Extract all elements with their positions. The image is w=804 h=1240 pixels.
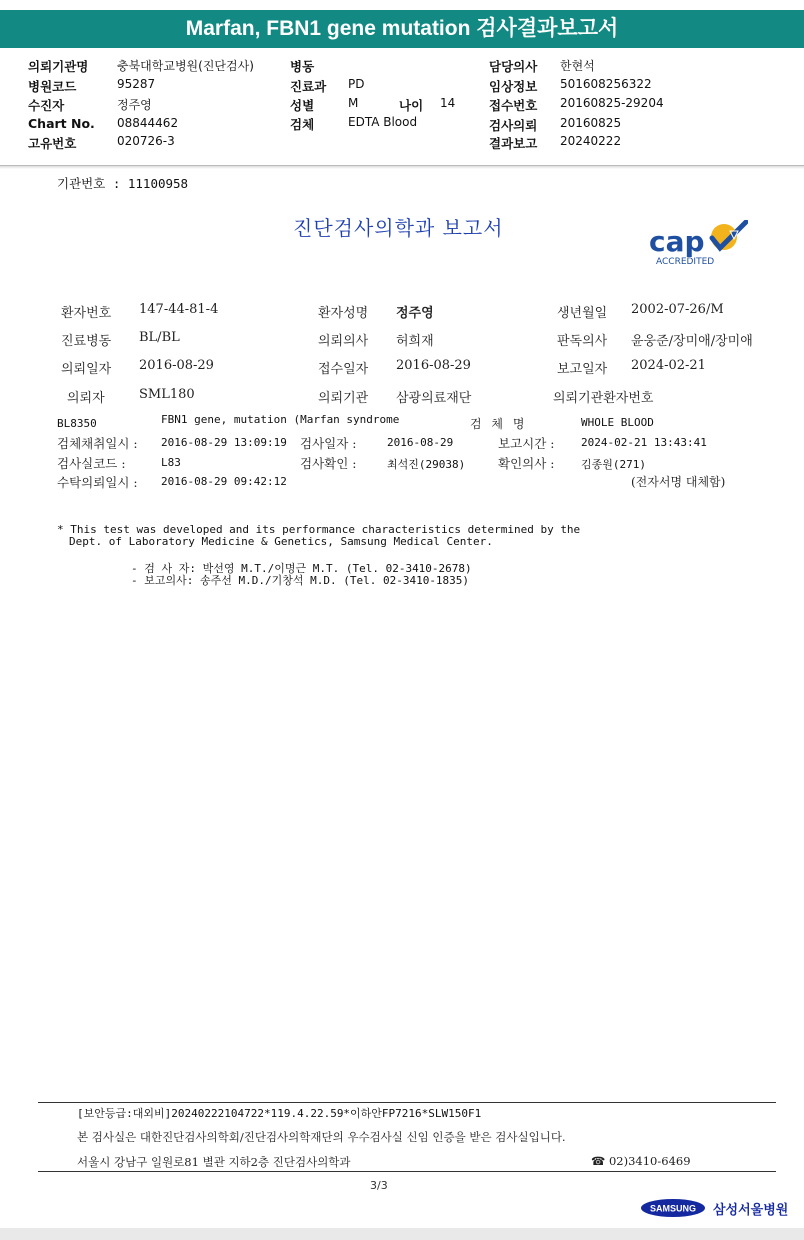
patient-label: 판독의사 [557,334,608,349]
patient-value: 2024-02-21 [631,358,706,373]
header-value: M [348,96,359,110]
header-value: 한현석 [560,59,595,73]
patient-label: 환자번호 [61,306,112,321]
header-label: 임상정보 [489,79,538,94]
patient-label: 보고일자 [557,362,608,377]
patient-label: 의뢰기관 [318,391,369,406]
svg-text:cap: cap [649,225,705,258]
detail-value: 2024-02-21 13:43:41 [581,436,707,449]
header-value: EDTA Blood [348,115,418,129]
header-label: Chart No. [28,116,95,131]
lab-phone: ☎ 02)3410-6469 [591,1154,691,1168]
patient-label: 환자성명 [318,306,369,321]
cap-logo-icon [648,220,748,268]
patient-label: 의뢰의사 [318,334,369,349]
lab-address: 서울시 강남구 일원로81 별관 지하2층 진단검사의학과 [77,1155,351,1169]
detail-label: 보고시간 : [498,436,555,451]
test-code: BL8350 [57,417,97,430]
patient-value: 정주영 [396,306,434,321]
patient-value: 2002-07-26/M [631,302,724,317]
patient-label: 진료병동 [61,334,112,349]
page-number: 3/3 [370,1179,388,1192]
institution-number: 기관번호 : 11100958 [57,176,189,191]
detail-label: 검사실코드 : [57,456,126,471]
patient-value: 삼광의료재단 [396,391,472,406]
detail-label: 검사일자 : [300,436,357,451]
footer-divider [38,1171,776,1172]
header-value: 08844462 [117,116,179,130]
specimen-label: 검 체 명 [470,417,528,431]
detail-label: 검체채취일시 : [57,436,138,451]
patient-label: 의뢰일자 [61,362,112,377]
header-value: 14 [440,96,456,110]
detail-value: 2016-08-29 09:42:12 [161,475,287,488]
header-label: 담당의사 [489,59,538,74]
report-header-title: Marfan, FBN1 gene mutation 검사결과보고서 [0,10,804,48]
detail-value: 최석진(29038) [387,458,466,471]
certification-note: 본 검사실은 대한진단검사의학회/진단검사의학재단의 우수검사실 신임 인증을 받은 검사실입니다. [77,1130,566,1144]
header-label: 병원코드 [28,79,77,94]
detail-label: 확인의사 : [498,456,555,471]
patient-label: 의뢰자 [67,391,105,406]
patient-value: 2016-08-29 [396,358,471,373]
header-label: 결과보고 [489,136,538,151]
header-label: 검체 [290,117,315,132]
detail-label: 검사확인 : [300,456,357,471]
security-line: [보안등급:대외비]20240222104722*119.4.22.59*이하안FP7216*SLW150F1 [77,1107,482,1120]
header-label: 성별 [290,98,315,113]
header-value: 501608256322 [560,77,652,91]
patient-label: 접수일자 [318,362,369,377]
staff-line: - 보고의사: 송주선 M.D./기창석 M.D. (Tel. 02-3410-1835) [131,574,470,587]
detail-label: 수탁의뢰일시 : [57,475,138,490]
header-value: 20160825-29204 [560,96,664,110]
header-label: 고유번호 [28,136,77,151]
header-label: 진료과 [290,79,327,94]
patient-value: 147-44-81-4 [139,302,219,317]
header-label: 병동 [290,59,315,74]
header-value: 20160825 [560,116,622,130]
detail-value: 김종원(271) [581,458,646,471]
header-divider-shadow [0,166,804,169]
test-name: FBN1 gene, mutation (Marfan syndrome [161,413,400,426]
disclaimer-line: Dept. of Laboratory Medicine & Genetics, Samsung Medical Center. [69,535,493,548]
svg-text:SAMSUNG: SAMSUNG [649,1203,697,1214]
specimen-value: WHOLE BLOOD [581,416,654,429]
patient-label: 의뢰기관환자번호 [553,391,654,406]
detail-value: L83 [161,456,181,469]
hospital-brand-name: 삼성서울병원 [713,1203,789,1218]
cap-accredited-logo [648,220,748,268]
header-value: PD [348,77,365,91]
patient-label: 생년월일 [557,306,608,321]
header-value: 정주영 [117,98,152,112]
electronic-signature-note: (전자서명 대체함) [631,475,726,489]
footer-divider [38,1102,776,1103]
header-label: 나이 [399,98,424,113]
header-value: 충북대학교병원(진단검사) [117,59,254,73]
disclaimer-line: * This test was developed and its performance characteristics determined by the [57,523,581,536]
report-title: 진단검사의학과 보고서 [293,216,504,240]
header-value: 95287 [117,77,156,91]
header-value: 20240222 [560,134,622,148]
detail-value: 2016-08-29 13:09:19 [161,436,287,449]
header-label: 검사의뢰 [489,118,538,133]
patient-value: SML180 [139,387,195,402]
header-value: 020726-3 [117,134,175,148]
staff-line: - 검 사 자: 박선영 M.T./이명근 M.T. (Tel. 02-3410-2678) [131,562,472,575]
header-label: 수진자 [28,98,65,113]
header-label: 의뢰기관명 [28,59,89,74]
patient-value: BL/BL [139,330,180,345]
svg-text:ACCREDITED: ACCREDITED [656,257,715,267]
patient-value: 윤웅준/장미애/장미애 [631,334,753,349]
detail-value: 2016-08-29 [387,436,454,449]
patient-value: 2016-08-29 [139,358,214,373]
samsung-logo-icon [640,1197,706,1219]
patient-value: 허희재 [396,334,434,349]
page-bottom-strip [0,1228,804,1240]
header-label: 접수번호 [489,98,538,113]
